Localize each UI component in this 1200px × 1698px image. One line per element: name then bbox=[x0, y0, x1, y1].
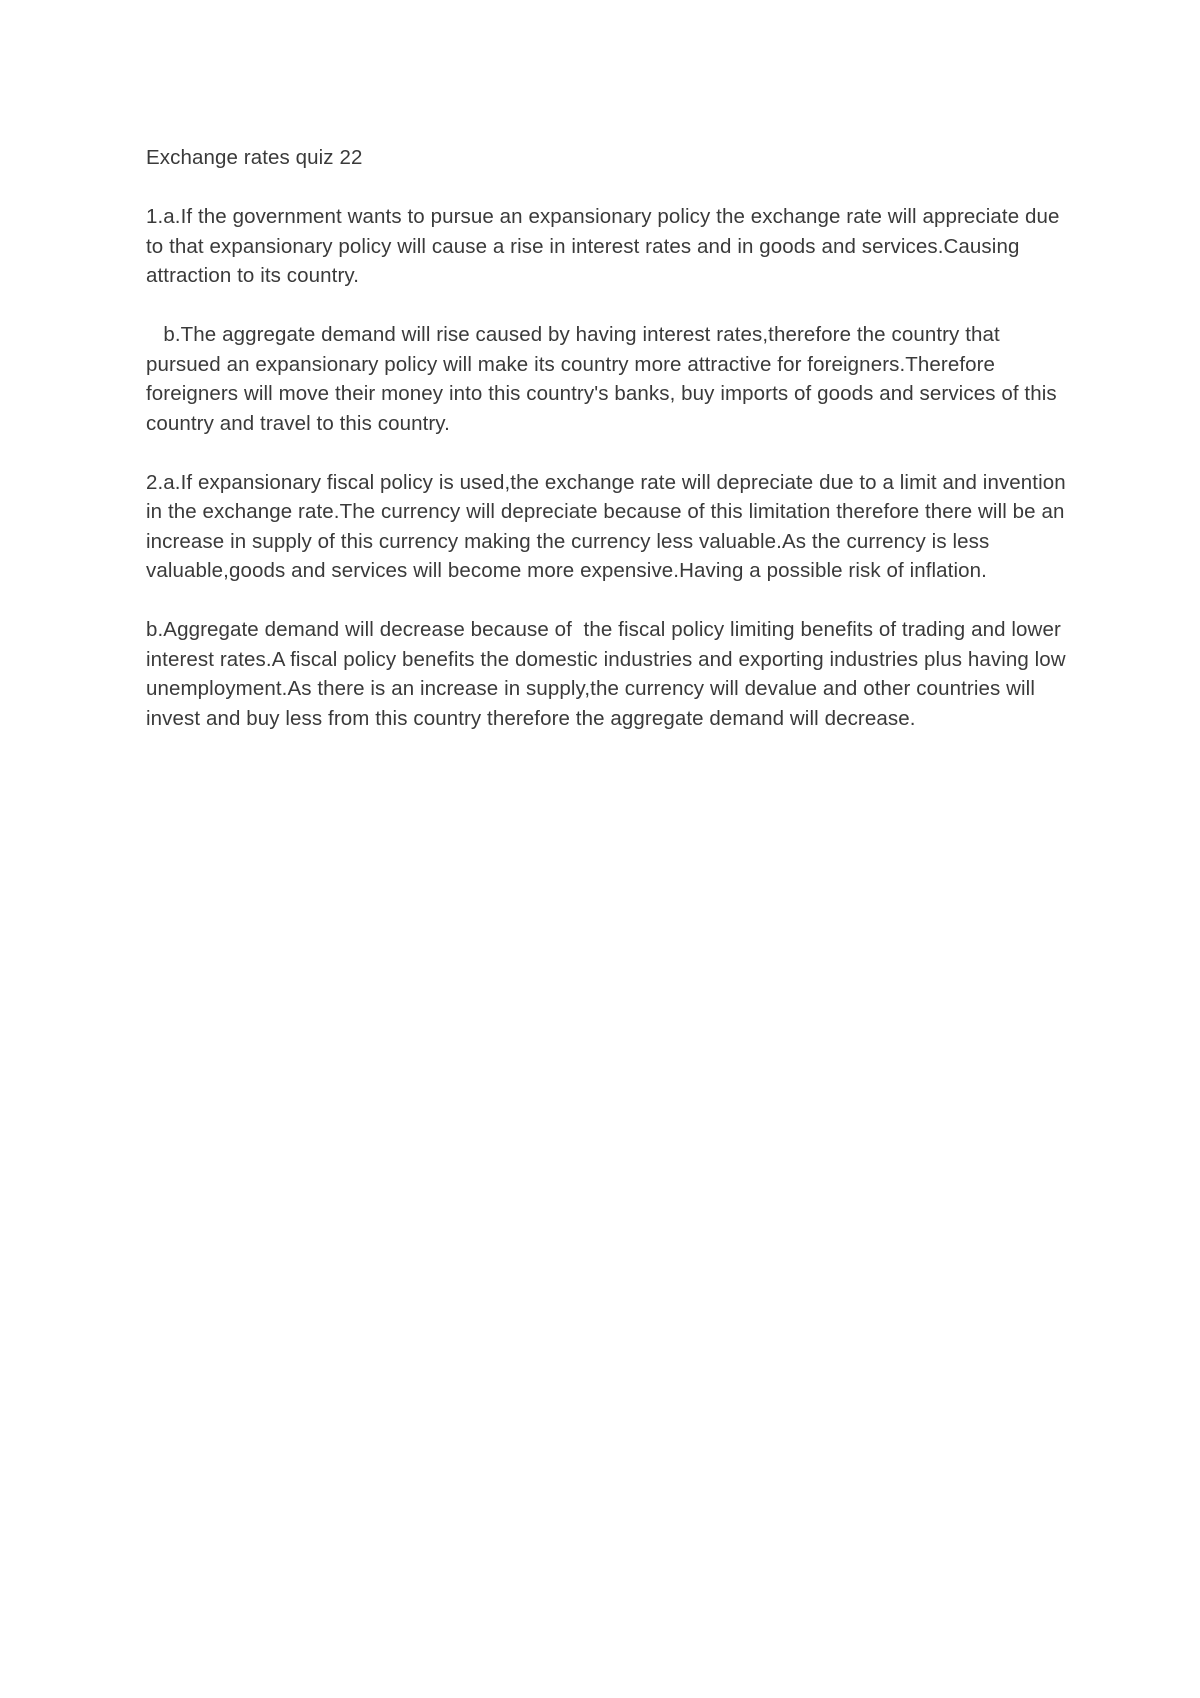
answer-1a: 1.a.If the government wants to pursue an expansionary policy the exchange rate will appreciate due to that expansionary policy will cause a rise in interest rates and in goods and services.Causing attraction to its country. bbox=[146, 205, 1066, 287]
answer-1b: b.The aggregate demand will rise caused by having interest rates,therefore the country that pursued an expansionary policy will make its country more attractive for foreigners.Therefore foreigners will move their money into this country's banks, buy imports of goods and services of this country and travel to this country. bbox=[146, 323, 1063, 435]
document-body bbox=[146, 143, 1076, 763]
answer-2b: b.Aggregate demand will decrease because of the fiscal policy limiting benefits of trading and lower interest rates.A fiscal policy benefits the domestic industries and exporting industries plus having low unemployment.As there is an increase in supply,the currency will devalue and other countries will invest and buy less from this country therefore the aggregate demand will decrease. bbox=[146, 618, 1072, 730]
document-title: Exchange rates quiz 22 bbox=[146, 146, 363, 169]
answer-2a: 2.a.If expansionary fiscal policy is used,the exchange rate will depreciate due to a limit and invention in the exchange rate.The currency will depreciate because of this limitation therefore there will be an increase in supply of this currency making the currency less valuable.As the currency is less valuable,goods and services will become more expensive.Having a possible risk of inflation. bbox=[146, 470, 1072, 582]
